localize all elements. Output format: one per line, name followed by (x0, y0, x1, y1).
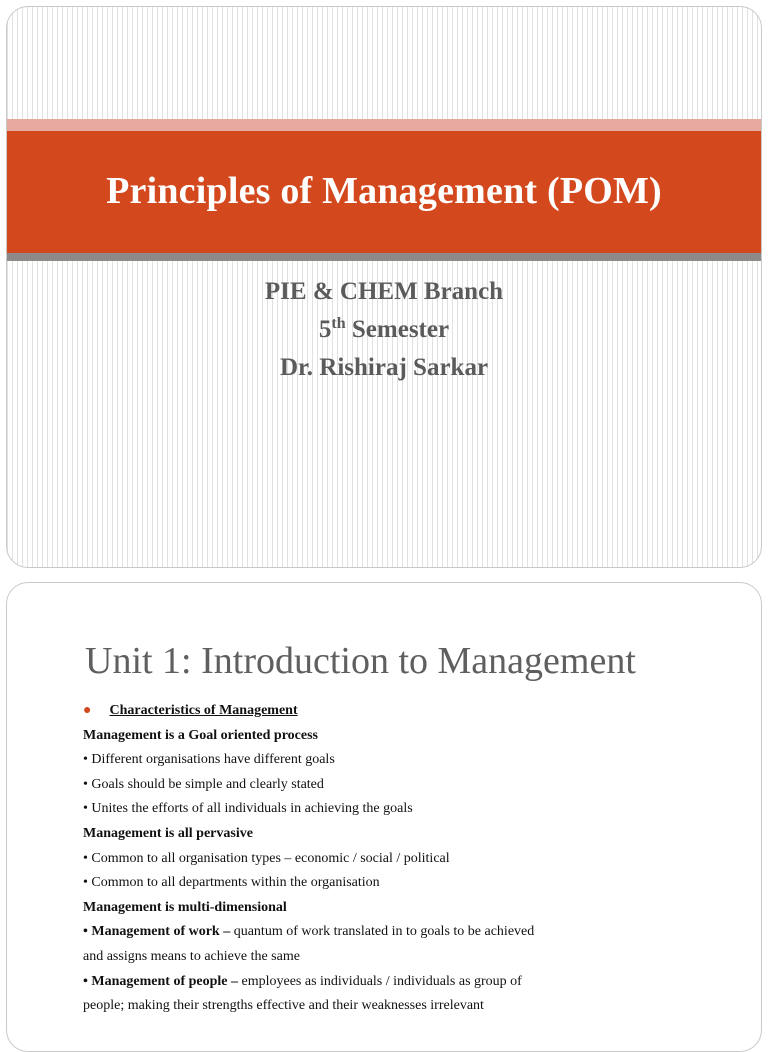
section-heading: Management is all pervasive (83, 825, 253, 841)
people-text: employees as individuals / individuals as group of (238, 973, 522, 989)
unit-title: Unit 1: Introduction to Management (85, 640, 636, 682)
title-band (7, 131, 761, 253)
list-item: • Common to all departments within the organisation (83, 875, 380, 891)
title-band-top (7, 119, 761, 131)
list-item: • Different organisations have different goals (83, 752, 335, 768)
semester-number: 5 (318, 316, 332, 343)
characteristics-heading: Characteristics of Management (109, 703, 298, 718)
semester-line (7, 311, 761, 349)
subtitle-block (7, 273, 761, 387)
author-line: Dr. Rishiraj Sarkar (279, 354, 489, 381)
bullet-dot-icon: ● (83, 703, 92, 718)
work-label: • Management of work – (83, 924, 231, 940)
people-label: • Management of people – (83, 973, 238, 989)
list-item: • Unites the efforts of all individuals in achieving the goals (83, 801, 413, 817)
section-heading: Management is multi-dimensional (83, 899, 287, 915)
semester-suffix: th (331, 315, 346, 332)
title-band-bottom (7, 253, 761, 261)
list-item: • Goals should be simple and clearly stated (83, 776, 324, 792)
title-slide (6, 6, 762, 568)
list-item-people-cont: people; making their strengths effective and their weaknesses irrelevant (83, 998, 484, 1014)
content-slide (6, 582, 762, 1052)
list-item-work-cont: and assigns means to achieve the same (83, 948, 300, 964)
work-text: quantum of work translated in to goals to be achieved (230, 924, 535, 940)
section-heading: Management is a Goal oriented process (83, 727, 318, 743)
list-item-people (83, 970, 683, 995)
list-item: • Common to all organisation types – economic / social / political (83, 850, 450, 866)
list-item-work (83, 920, 683, 945)
presentation-title: Principles of Management (POM) (106, 170, 662, 212)
semester-word: Semester (345, 316, 450, 343)
bullet-heading (83, 699, 683, 724)
slide-content (83, 699, 683, 1019)
branch-line: PIE & CHEM Branch (264, 278, 504, 305)
